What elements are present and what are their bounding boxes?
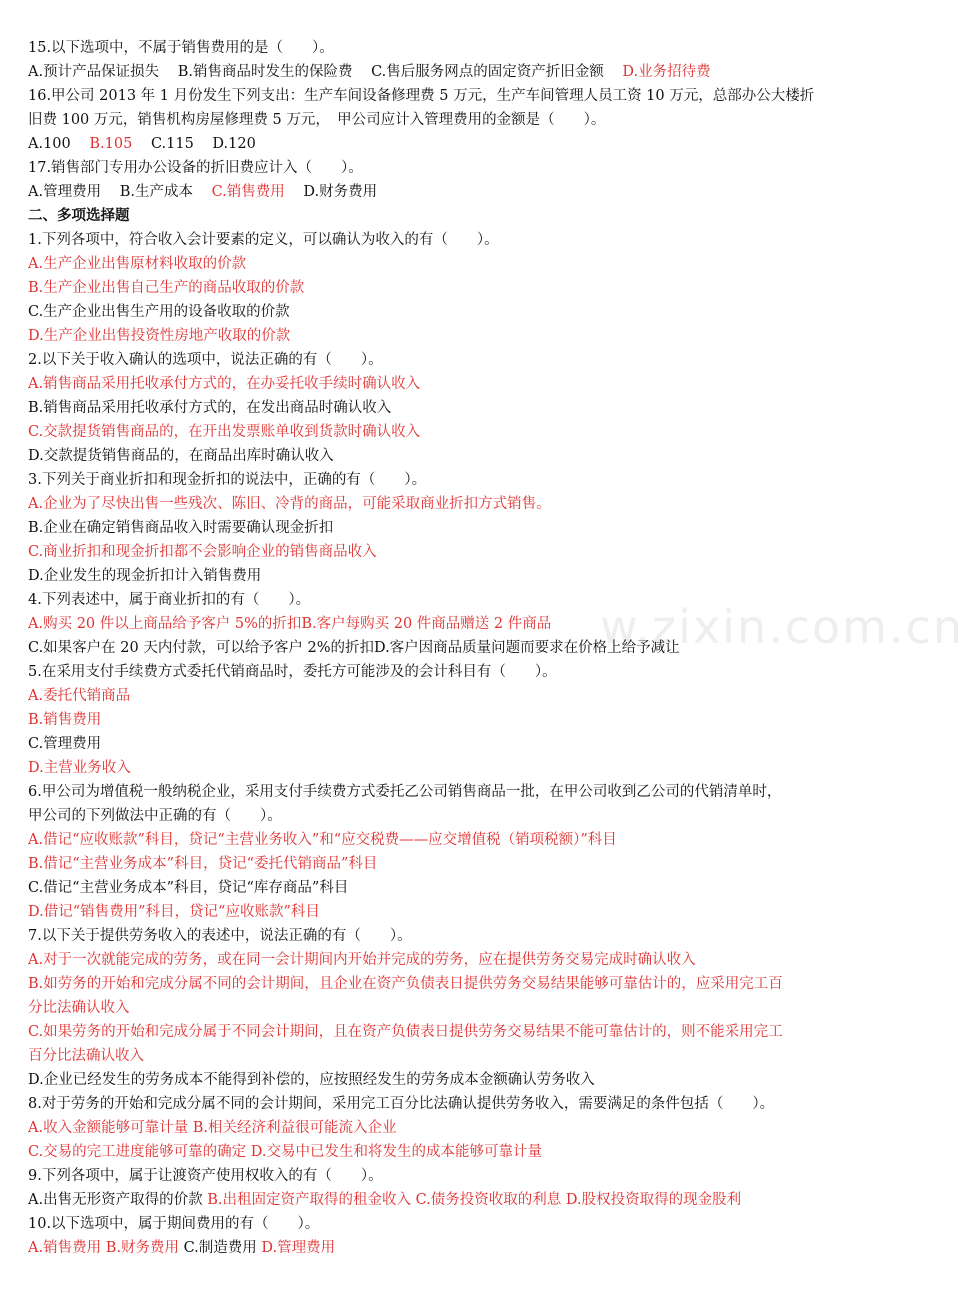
option-c-answer: C.销售费用	[211, 184, 285, 200]
mc-question-5-stem: 5.在采用支付手续费方式委托代销商品时，委托方可能涉及的会计科目有（ ）。	[28, 664, 557, 680]
option-d-answer: D.主营业务收入	[28, 760, 131, 776]
option-a-answer: A.对于一次就能完成的劳务，或在同一会计期间内开始并完成的劳务，应在提供劳务交易完成时确认收入	[28, 952, 696, 968]
options-ab-answer	[28, 612, 888, 636]
option-a-answer: A.购买 20 件以上商品给予客户 5%的折扣	[28, 616, 302, 632]
mc-question-10-stem: 10.以下选项中，属于期间费用的有（ ）。	[28, 1216, 320, 1232]
option-d: D.企业已经发生的劳务成本不能得到补偿的，应按照经发生的劳务成本金额确认劳务收入	[28, 1072, 595, 1088]
options-ab-answer	[28, 1116, 888, 1140]
option-b: B.生产成本	[119, 184, 193, 200]
option-c: C.制造费用	[183, 1240, 257, 1256]
option-c-answer: C.交款提货销售商品的，在开出发票账单收到货款时确认收入	[28, 424, 421, 440]
option-b-answer: B.财务费用	[105, 1240, 179, 1256]
option-c: C.管理费用	[28, 736, 102, 752]
options-cd-answer	[28, 1140, 888, 1164]
option-a: A.管理费用	[28, 184, 102, 200]
question-16-options	[28, 132, 888, 156]
option-d-answer: D.生产企业出售投资性房地产收取的价款	[28, 328, 291, 344]
question-16-stem-line2: 旧费 100 万元，销售机构房屋修理费 5 万元， 甲公司应计入管理费用的金额是（ ）。	[28, 112, 606, 128]
option-b-answer: B.借记“主营业务成本”科目，贷记“委托代销商品”科目	[28, 856, 378, 872]
mc-question-4-stem: 4.下列表述中，属于商业折扣的有（ ）。	[28, 592, 311, 608]
question-15-options	[28, 60, 888, 84]
mc-question-6-stem-line2: 甲公司的下列做法中正确的有（ ）。	[28, 808, 282, 824]
mc-question-3-stem: 3.下列关于商业折扣和现金折扣的说法中，正确的有（ ）。	[28, 472, 427, 488]
option-d: D.120	[212, 136, 256, 152]
question-17-options	[28, 180, 888, 204]
option-d-answer: D.借记“销售费用”科目，贷记“应收账款”科目	[28, 904, 320, 920]
option-d-answer: D.交易中已发生和将发生的成本能够可靠计量	[250, 1144, 543, 1160]
mc-question-9-options	[28, 1188, 888, 1212]
option-d-answer: D.业务招待费	[622, 64, 711, 80]
option-c: C.生产企业出售生产用的设备收取的价款	[28, 304, 290, 320]
option-d: D.企业发生的现金折扣计入销售费用	[28, 568, 262, 584]
option-a: A.预计产品保证损失	[28, 64, 160, 80]
option-b: B.企业在确定销售商品收入时需要确认现金折扣	[28, 520, 334, 536]
mc-question-9-stem: 9.下列各项中，属于让渡资产使用权收入的有（ ）。	[28, 1168, 383, 1184]
mc-question-6-stem-line1: 6.甲公司为增值税一般纳税企业，采用支付手续费方式委托乙公司销售商品一批，在甲公司收到乙公司的代销清单时，	[28, 784, 782, 800]
option-c: C.售后服务网点的固定资产折旧金额	[371, 64, 604, 80]
option-b-answer: B.销售费用	[28, 712, 102, 728]
option-a: A.100	[28, 136, 71, 152]
option-b-answer-line2: 分比法确认收入	[28, 1000, 130, 1016]
option-b: B.销售商品时发生的保险费	[177, 64, 353, 80]
option-b-answer: B.出租固定资产取得的租金收入	[207, 1192, 411, 1208]
watermark: w.zixin.com.cn	[600, 600, 964, 654]
option-a-answer: A.销售费用	[28, 1240, 102, 1256]
option-a-answer: A.委托代销商品	[28, 688, 131, 704]
option-d: D.财务费用	[303, 184, 378, 200]
option-c-answer: C.商业折扣和现金折扣都不会影响企业的销售商品收入	[28, 544, 377, 560]
option-d-answer: D.股权投资取得的现金股利	[565, 1192, 742, 1208]
option-a: A.出售无形资产取得的价款	[28, 1192, 203, 1208]
option-c: C.借记“主营业务成本”科目，贷记“库存商品”科目	[28, 880, 349, 896]
option-b-answer-line1: B.如劳务的开始和完成分属不同的会计期间，且企业在资产负债表日提供劳务交易结果能够可靠估计的，应采用完工百	[28, 976, 783, 992]
mc-question-8-stem: 8.对于劳务的开始和完成分属不同的会计期间，采用完工百分比法确认提供劳务收入，需要满足的条件包括（ ）。	[28, 1096, 775, 1112]
section-heading: 二、多项选择题	[28, 207, 130, 224]
option-c: C.如果客户在 20 天内付款，可以给予客户 2%的折扣	[28, 640, 374, 656]
option-c-answer: C.交易的完工进度能够可靠的确定	[28, 1144, 247, 1160]
option-b-answer: B.生产企业出售自己生产的商品收取的价款	[28, 280, 305, 296]
option-b: B.销售商品采用托收承付方式的，在发出商品时确认收入	[28, 400, 392, 416]
option-b-answer: B.105	[89, 136, 133, 152]
option-d: D.交款提货销售商品的，在商品出库时确认收入	[28, 448, 334, 464]
option-a-answer: A.收入金额能够可靠计量	[28, 1120, 189, 1136]
option-a-answer: A.借记“应收账款”科目，贷记“主营业务收入”和“应交税费——应交增值税（销项税额）”科目	[28, 832, 617, 848]
option-d: D.客户因商品质量问题而要求在价格上给予减让	[373, 640, 680, 656]
option-a-answer: A.企业为了尽快出售一些残次、陈旧、冷背的商品，可能采取商业折扣方式销售。	[28, 496, 551, 512]
option-a-answer: A.销售商品采用托收承付方式的，在办妥托收手续时确认收入	[28, 376, 421, 392]
option-c: C.115	[150, 136, 194, 152]
question-16-stem-line1: 16.甲公司 2013 年 1 月份发生下列支出：生产车间设备修理费 5 万元，生产车间管理人员工资 10 万元，总部办公大楼折	[28, 88, 815, 104]
question-17-stem: 17.销售部门专用办公设备的折旧费应计入（ ）。	[28, 160, 363, 176]
option-c-answer-line1: C.如果劳务的开始和完成分属于不同会计期间，且在资产负债表日提供劳务交易结果不能可靠估计的，则不能采用完工	[28, 1024, 783, 1040]
document-page	[28, 36, 888, 1260]
mc-question-10-options	[28, 1236, 888, 1260]
option-a-answer: A.生产企业出售原材料收取的价款	[28, 256, 247, 272]
mc-question-7-stem: 7.以下关于提供劳务收入的表述中，说法正确的有（ ）。	[28, 928, 412, 944]
option-c-answer-line2: 百分比法确认收入	[28, 1048, 144, 1064]
question-15-stem: 15.以下选项中，不属于销售费用的是（ ）。	[28, 40, 334, 56]
mc-question-2-stem: 2.以下关于收入确认的选项中，说法正确的有（ ）。	[28, 352, 383, 368]
mc-question-1-stem: 1.下列各项中，符合收入会计要素的定义，可以确认为收入的有（ ）。	[28, 232, 499, 248]
option-d-answer: D.管理费用	[261, 1240, 336, 1256]
option-b-answer: B.相关经济利益很可能流入企业	[192, 1120, 397, 1136]
options-cd	[28, 636, 888, 660]
option-b-answer: B.客户每购买 20 件商品赠送 2 件商品	[301, 616, 552, 632]
option-c-answer: C.债务投资收取的利息	[415, 1192, 562, 1208]
